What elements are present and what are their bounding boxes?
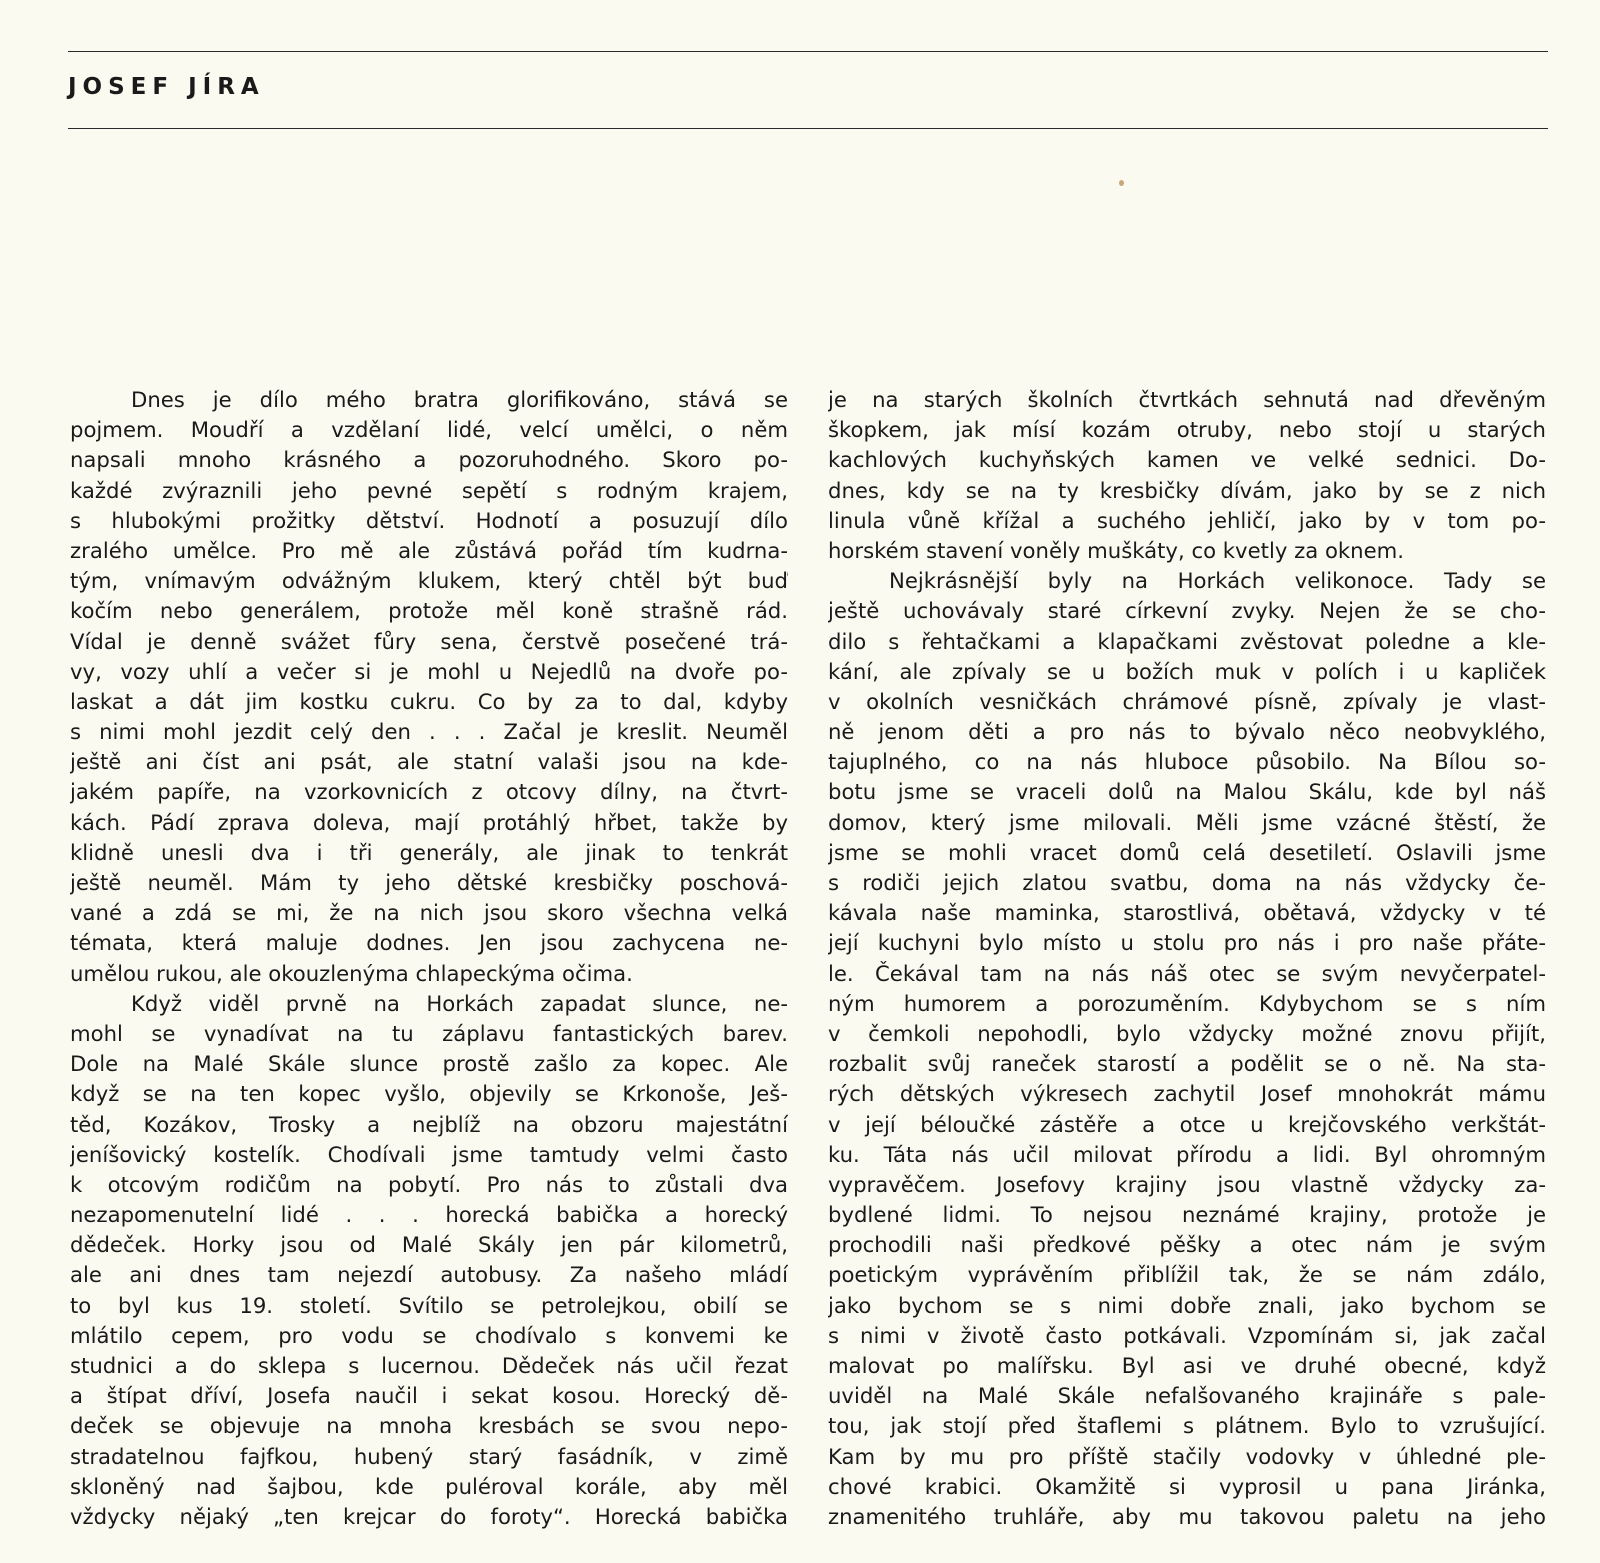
text-line: v okolních vesničkách chrámové písně, zpívaly je vlast- [828, 688, 1546, 714]
text-line: jako bychom se s nimi dobře znali, jako bychom se [828, 1292, 1546, 1318]
text-line: jeníšovický kostelík. Chodívali jsme tamtudy velmi často [70, 1141, 788, 1167]
text-line: s rodiči jejich zlatou svatbu, doma na nás vždycky če- [828, 870, 1546, 895]
text-line: horském stavení voněly muškáty, co kvetly za oknem. [828, 537, 1405, 563]
text-line: Dole na Malé Skále slunce prostě zašlo za kopec. Ale [70, 1051, 788, 1077]
text-line: ale ani dnes tam nejezdí autobusy. Za našeho mládí [70, 1262, 788, 1288]
text-line: Nejkrásnější byly na Horkách velikonoce. Tady se [889, 568, 1546, 594]
text-line: ně jenom děti a pro nás to bývalo něco neobvyklého, [828, 719, 1546, 745]
text-line: linula vůně křížal a suchého jehličí, jako by v tom po- [828, 507, 1546, 533]
author-heading: JOSEF JÍRA [68, 74, 265, 100]
text-line: botu jsme se vraceli dolů na Malou Skálu, kde byl náš [828, 779, 1546, 805]
text-line: uviděl na Malé Skále nefalšovaného krajináře s pale- [828, 1383, 1546, 1409]
text-line: témata, která maluje dodnes. Jen jsou zachycena ne- [70, 930, 788, 956]
text-line: laskat a dát jim kostku cukru. Co by za to dal, kdyby [70, 688, 788, 714]
text-line: s nimi v životě často potkávali. Vzpomínám si, jak začal [828, 1322, 1546, 1348]
text-line: bydlené lidmi. To nejsou neznámé krajiny, protože je [828, 1202, 1546, 1228]
text-line: mohl se vynadívat na tu záplavu fantastických barev. [70, 1020, 788, 1046]
text-line: studnici a do sklepa s lucernou. Dědeček nás učil řezat [70, 1353, 788, 1378]
text-line: Vídal je denně svážet fůry sena, čerstvě posečené trá- [70, 628, 788, 654]
text-line: kání, ale zpívaly se u božích muk v polích i u kapliček [828, 658, 1546, 684]
text-line: rých dětských výkresech zachytil Josef mnohokrát mámu [828, 1081, 1546, 1107]
text-line: tým, vnímavým odvážným klukem, který chtěl být buď [70, 568, 788, 594]
text-line: deček se objevuje na mnoha kresbách se svou nepo- [70, 1413, 788, 1439]
text-line: Kam by mu pro příště stačily vodovky v úhledné ple- [828, 1443, 1546, 1469]
text-line: nezapomenutelní lidé . . . horecká babička a horecký [70, 1202, 788, 1228]
text-line: chové krabici. Okamžitě si vyprosil u pana Jiránka, [828, 1473, 1546, 1499]
text-line: vypravěčem. Josefovy krajiny jsou vlastně vždycky za- [828, 1171, 1546, 1197]
article-column-right [828, 385, 1546, 1532]
text-line: kách. Pádí zprava doleva, mají protáhlý hřbet, takže by [70, 809, 788, 835]
text-line: tou, jak stojí před štaflemi s plátnem. Bylo to vzrušující. [828, 1413, 1546, 1439]
text-line: Když viděl prvně na Horkách zapadat slunce, ne- [131, 990, 788, 1016]
text-line: škopkem, jak mísí kozám otruby, nebo stojí u starých [828, 417, 1546, 443]
text-line: tajuplného, co na nás hluboce působilo. Na Bílou so- [828, 749, 1546, 775]
text-line: to byl kus 19. století. Svítilo se petrolejkou, obilí se [70, 1292, 788, 1318]
article-column-left [70, 385, 788, 1532]
text-line: napsali mnoho krásného a pozoruhodného. Skoro po- [70, 447, 788, 473]
text-line: prochodili naši předkové pěšky a otec nám je svým [828, 1232, 1546, 1258]
text-line: poetickým vyprávěním přiblížil tak, že se nám zdálo, [828, 1262, 1546, 1288]
text-line: dnes, kdy se na ty kresbičky dívám, jako by se z nich [828, 477, 1546, 503]
text-line: vy, vozy uhlí a večer si je mohl u Nejedlů na dvoře po- [70, 658, 788, 684]
text-line: v její béloučké zástěře a otce u krejčovského verkštát- [828, 1111, 1546, 1137]
text-line: vždycky nějaký „ten krejcar do foroty“. Horecká babička [70, 1503, 788, 1529]
text-line: a štípat dříví, Josefa naučil i sekat kosou. Horecký dě- [70, 1383, 788, 1409]
text-line: rozbalit svůj raneček starostí a podělit se o ně. Na sta- [828, 1051, 1546, 1077]
text-line: dilo s řehtačkami a klapačkami zvěstovat poledne a kle- [828, 628, 1546, 654]
text-line: s nimi mohl jezdit celý den . . . Začal je kreslit. Neuměl [70, 719, 788, 745]
text-line: klidně unesli dva i tři generály, ale jinak to tenkrát [70, 839, 788, 865]
text-line: každé zvýraznili jeho pevné sepětí s rodným krajem, [70, 477, 788, 503]
text-line: v čemkoli nepohodli, bylo vždycky možné znovu přijít, [828, 1020, 1546, 1046]
text-line: ným humorem a porozuměním. Kdybychom se s ním [828, 990, 1546, 1016]
text-line: domov, který jsme milovali. Měli jsme vzácné štěstí, že [828, 809, 1546, 835]
top-rule [68, 51, 1548, 52]
text-line: stradatelnou fajfkou, hubený starý fasádník, v zimě [70, 1443, 788, 1469]
text-line: skloněný nad šajbou, kde puléroval korále, aby měl [70, 1473, 788, 1499]
text-line: jakém papíře, na vzorkovnicích z otcovy dílny, na čtvrt- [70, 779, 788, 805]
text-line: ku. Táta nás učil milovat přírodu a lidi. Byl ohromným [828, 1141, 1546, 1167]
text-line: pojmem. Moudří a vzdělaní lidé, velcí umělci, o něm [70, 417, 788, 443]
text-line: těd, Kozákov, Trosky a nejblíž na obzoru majestátní [70, 1111, 788, 1137]
text-line: ještě uchovávaly staré církevní zvyky. Nejen že se cho- [828, 598, 1546, 624]
text-line: s hlubokými prožitky dětství. Hodnotí a posuzují dílo [70, 507, 788, 533]
text-line: le. Čekával tam na nás náš otec se svým nevyčerpatel- [828, 960, 1546, 986]
text-line: znamenitého truhláře, aby mu takovou paletu na jeho [828, 1503, 1546, 1529]
text-line: malovat po malířsku. Byl asi ve druhé obecné, když [828, 1353, 1546, 1378]
text-line: je na starých školních čtvrtkách sehnutá nad dřevěným [828, 387, 1546, 412]
text-line: vané a zdá se mi, že na nich jsou skoro všechna velká [70, 900, 788, 926]
text-line: kachlových kuchyňských kamen ve velké sednici. Do- [828, 447, 1546, 473]
text-line: zralého umělce. Pro mě ale zůstává pořád tím kudrna- [70, 537, 788, 563]
text-line: kočím nebo generálem, protože měl koně strašně rád. [70, 598, 788, 624]
text-line: mlátilo cepem, pro vodu se chodívalo s konvemi ke [70, 1322, 788, 1348]
text-line: dědeček. Horky jsou od Malé Skály jen pár kilometrů, [70, 1232, 788, 1258]
bottom-rule [68, 128, 1548, 129]
text-line: její kuchyni bylo místo u stolu pro nás i pro naše přáte- [828, 930, 1546, 956]
text-line: ještě ani číst ani psát, ale statní valaši jsou na kde- [70, 749, 788, 775]
text-line: jsme se mohli vracet domů celá desetiletí. Oslavili jsme [828, 839, 1546, 865]
text-line: umělou rukou, ale okouzlenýma chlapeckýma očima. [70, 960, 633, 986]
paper-speck [1119, 180, 1124, 186]
text-line: k otcovým rodičům na pobytí. Pro nás to zůstali dva [70, 1171, 788, 1197]
text-line: Dnes je dílo mého bratra glorifikováno, stává se [131, 387, 788, 412]
text-line: když se na ten kopec vyšlo, objevily se Krkonoše, Ješ- [70, 1081, 788, 1107]
text-line: ještě neuměl. Mám ty jeho dětské kresbičky poschová- [70, 870, 788, 895]
text-line: kávala naše maminka, starostlivá, obětavá, vždycky v té [828, 900, 1546, 926]
